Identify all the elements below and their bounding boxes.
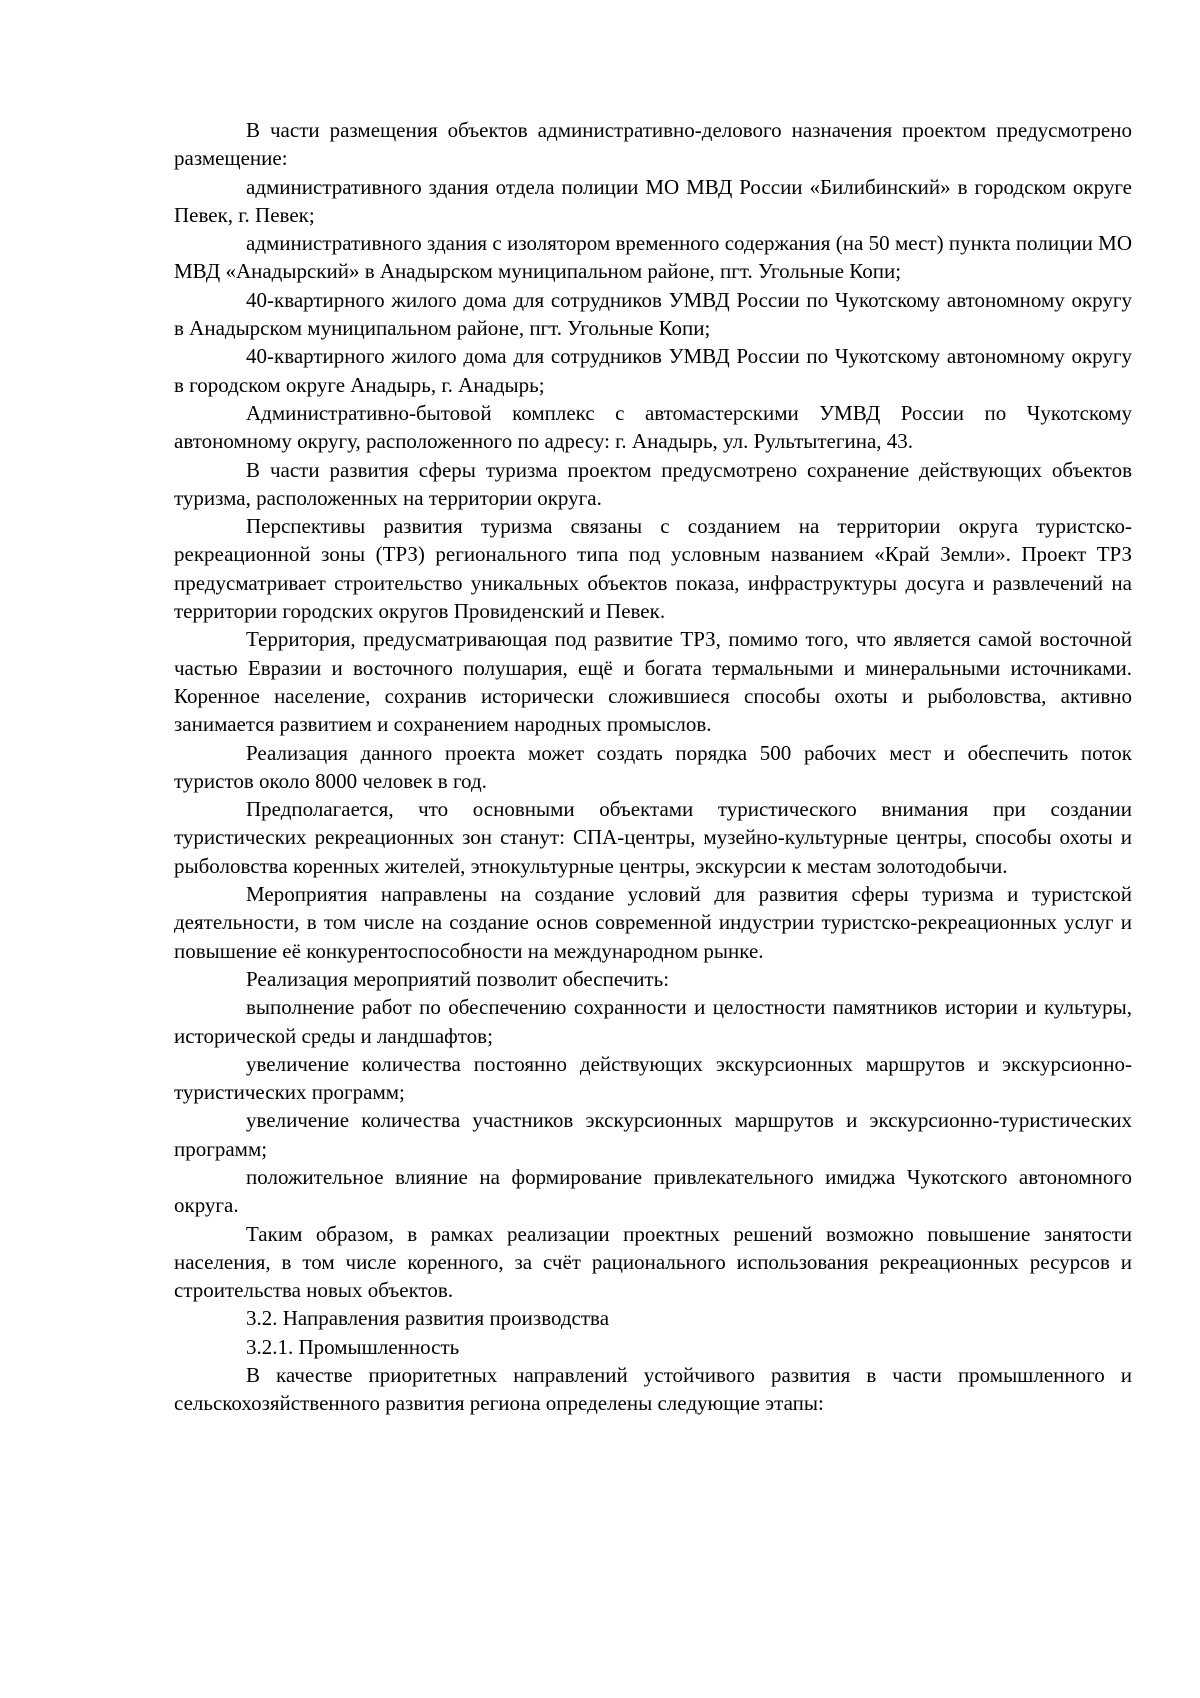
paragraph-result-routes: увеличение количества постоянно действующих экскурсионных маршрутов и экскурсионно-туристических программ; <box>174 1051 1132 1105</box>
paragraph-housing-ugolnye-kopi: 40-квартирного жилого дома для сотрудников УМВД России по Чукотскому автономному округу в Анадырском муниципальном районе, пгт. Угольные Копи; <box>174 287 1132 341</box>
paragraph-police-anadyr-detention: административного здания с изолятором временного содержания (на 50 мест) пункта полиции МО МВД «Анадырский» в Анадырском муниципальном районе, пгт. Угольные Копи; <box>174 231 1132 284</box>
paragraph-tourism-preservation: В части развития сферы туризма проектом предусмотрено сохранение действующих объектов туризма, расположенных на территории округа. <box>174 457 1132 510</box>
paragraph-admin-complex: Административно-бытовой комплекс с автомастерскими УМВД России по Чукотскому автономному округу, расположенного по адресу: г. Анадырь, ул. Рультытегина, 43. <box>174 400 1132 454</box>
paragraph-admin-objects-intro: В части размещения объектов административно-делового назначения проектом предусмотрено размещение: <box>174 118 1132 171</box>
paragraph-project-jobs: Реализация данного проекта может создать порядка 500 рабочих мест и обеспечить поток туристов около 8000 человек в год. <box>174 740 1132 793</box>
paragraph-tourism-perspectives: Перспективы развития туризма связаны с созданием на территории округа туристско-рекреационной зоны (ТРЗ) регионального типа под условным названием «Край Земли». Проект ТРЗ предусматривает строительство уникальных объектов показа, инфраструктуры досуга и развлечений на территории городских округов Провиденский и Певек. <box>174 514 1132 624</box>
paragraph-housing-anadyr: 40-квартирного жилого дома для сотрудников УМВД России по Чукотскому автономному округу в городском округе Анадырь, г. Анадырь; <box>174 344 1132 397</box>
paragraph-industry-priorities: В качестве приоритетных направлений устойчивого развития в части промышленного и сельскохозяйственного развития региона определены следующие этапы: <box>174 1363 1132 1416</box>
section-heading-3-2-1: 3.2.1. Промышленность <box>246 1334 460 1359</box>
paragraph-tourist-objects: Предполагается, что основными объектами туристического внимания при создании туристических рекреационных зон станут: СПА-центры, музейно-культурные центры, способы охоты и рыболовства коренных жителей, этнокультурные центры, экскурсии к местам золотодобычи. <box>174 797 1132 878</box>
paragraph-police-bilibino: административного здания отдела полиции МО МВД России «Билибинский» в городском округе Певек, г. Певек; <box>174 174 1132 227</box>
section-heading-3-2: 3.2. Направления развития производства <box>246 1306 610 1331</box>
paragraph-measures-result-intro: Реализация мероприятий позволит обеспечить: <box>246 966 670 991</box>
paragraph-result-monuments: выполнение работ по обеспечению сохранности и целостности памятников истории и культуры, исторической среды и ландшафтов; <box>174 995 1132 1048</box>
paragraph-territory-description: Территория, предусматривающая под развитие ТРЗ, помимо того, что является самой восточной частью Евразии и восточного полушария, ещё и богата термальными и минеральными источниками. Коренное население, сохранив исторически сложившиеся способы охоты и рыболовства, активно занимается развитием и сохранением народных промыслов. <box>174 627 1132 737</box>
paragraph-conclusion: Таким образом, в рамках реализации проектных решений возможно повышение занятости населения, в том числе коренного, за счёт рационального использования рекреационных ресурсов и строительства новых объектов. <box>174 1221 1132 1303</box>
paragraph-result-participants: увеличение количества участников экскурсионных маршрутов и экскурсионно-туристических программ; <box>174 1108 1132 1161</box>
paragraph-result-image: положительное влияние на формирование привлекательного имиджа Чукотского автономного округа. <box>174 1164 1132 1218</box>
paragraph-measures: Мероприятия направлены на создание условий для развития сферы туризма и туристской деятельности, в том числе на создание основ современной индустрии туристско-рекреационных услуг и повышение её конкурентоспособности на международном рынке. <box>174 882 1132 963</box>
